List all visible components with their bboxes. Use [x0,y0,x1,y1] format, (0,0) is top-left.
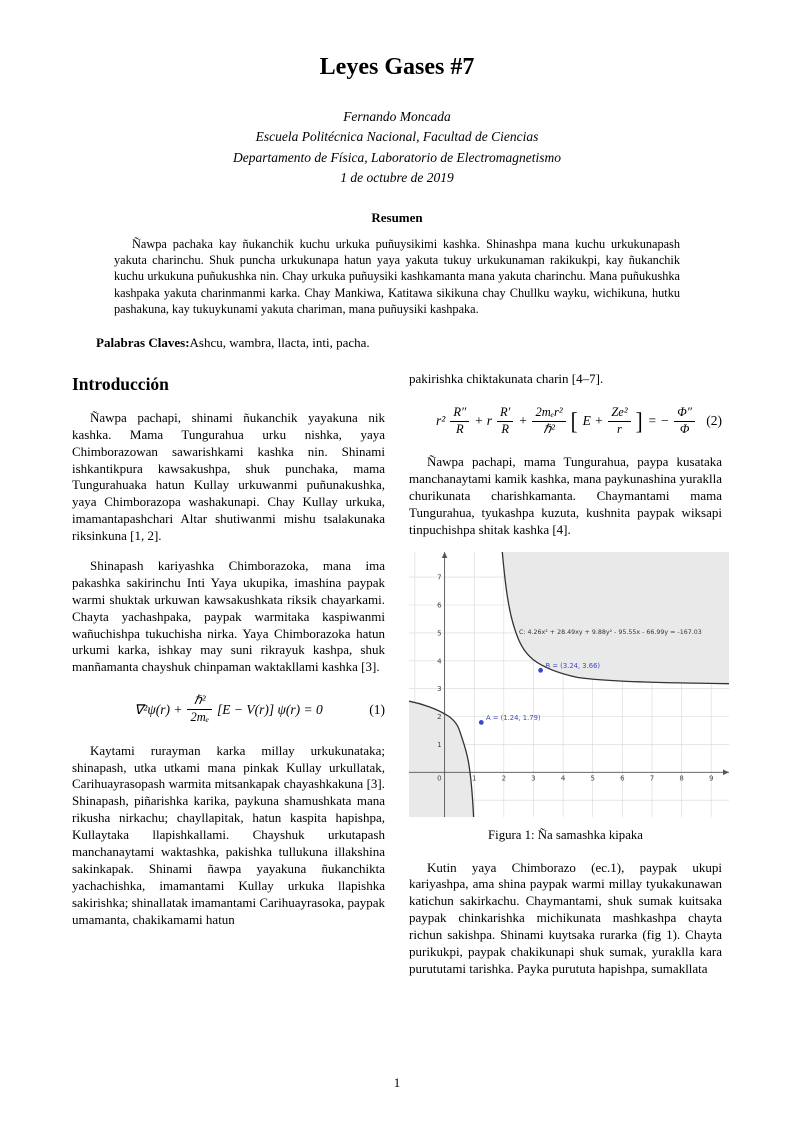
svg-text:7: 7 [649,774,655,783]
abstract-text: Ñawpa pachaka kay ñukanchik kuchu urkuka puñuysikimi kashka. Shinashpa mana kuchu urkukunapash yakuta charinchu. Shuk puncha urkukunapa hatun yaya yakuta tukuy urkukunaman rakikukpi, kay ñukanchik kuchu urkukuna puñukushka nin. Chay urkuka puñuysiki kashkamanta mana yakuta charinchu. Mana puñukushka kashpaka yakuta charinmanmi karka. Chay Mankiwa, Katitawa sikikuna chay Chullku wayku, wichikuna, hutku pashakuna, kay tukuykunami yakuta chariman, mana puñuysiki kashpaka. [114,237,680,316]
svg-text:4: 4 [437,657,442,666]
intro-paragraph-5: Ñawpa pachapi, mama Tungurahua, paypa kusataka manchanaytami kamik kashka, mana paykunashina yuraklla churikunata charishkamanta. Chaymantami mama Tungurahua, tyukashpa kuzuta, kushnita paypak wiksapi tinpuchishpa shitak kashka [4]. [409,454,722,538]
svg-text:5: 5 [437,629,442,638]
affiliation-line-1: Escuela Politécnica Nacional, Facultad de Ciencias [255,129,539,145]
eq1-term: ∇²ψ(r) + [134,701,183,717]
eq2-left-bracket: [ [570,406,578,435]
eq2-term: r² [436,413,446,429]
figure-caption: Figura 1: Ña samashka kipaka [488,827,643,842]
equation-2-number: (2) [706,413,722,429]
two-column-body [72,371,722,991]
figure-1 [409,552,722,844]
equation-1 [72,694,385,725]
equation-2 [409,406,722,437]
keywords-label: Palabras Claves: [96,335,190,351]
intro-paragraph-6: Kutin yaya Chimborazo (ec.1), paypak ukupi kariyashpa, ama shina paypak warmi millay tyukakunawan katichun sakirkachu. Chaymantami, shuk sumak kuitsaka paypak chinkarishka michikunata mashkashpa chayta richun sakishpa. Shinami kuytsaka rurarka (fig 1). Chayta purikukpi, paypak chakikunapi shuk sumak, yuraklla kara purututami tarishka. Payka purututa hapishpa, sumakllata [409,859,722,976]
keywords-line [96,335,722,351]
abstract-heading: Resumen [371,210,423,225]
svg-text:1: 1 [471,774,477,783]
eq2-fraction: $\frac{\text{Ze²}}{r}$ [608,406,630,437]
eq2-fraction: $\frac{R''}{R}$ [450,406,469,437]
eq2-term: E + [582,413,604,429]
svg-text:9: 9 [708,774,714,783]
eq1-term: [E − V(r)] ψ(r) = 0 [217,701,323,717]
keywords-text: Ashcu, wambra, llacta, inti, pacha. [189,335,370,351]
svg-text:3: 3 [531,774,536,783]
point-b[interactable] [538,668,543,673]
geogebra-plot [409,552,729,817]
eq2-fraction: $\frac{\text{2mₑr²}}{\text{ℏ²}}$ [532,406,565,437]
eq2-right-bracket: ] [635,406,643,435]
right-column [409,371,722,991]
svg-text:2: 2 [437,712,442,721]
svg-text:7: 7 [437,573,442,582]
author-block [72,107,722,188]
svg-text:4: 4 [560,774,566,783]
svg-text:8: 8 [679,774,684,783]
svg-text:2: 2 [501,774,507,783]
eq2-fraction: $\frac{\Phi''}{\Phi}$ [674,406,695,437]
svg-text:1: 1 [437,740,442,749]
author-name: Fernando Moncada [343,109,451,124]
svg-text:3: 3 [437,685,442,694]
point-a-label: A = (1.24, 1.79) [486,713,541,722]
svg-text:6: 6 [437,601,442,610]
eq1-fraction: $\frac{\text{ℏ²}}{\text{2mₑ}}$ [187,694,212,725]
point-b-label: B = (3.24, 3.66) [545,661,601,670]
intro-paragraph-4: pakirishka chiktakunata charin [4–7]. [409,371,604,387]
left-column [72,371,385,991]
intro-paragraph-2: Shinapash kariyashka Chimborazoka, mana ima pakashka sakirinchu Inti Yaya ukupika, imashina paypak warmi shuktak urkuwan kawsakushkata riksik chayarkami. Chayta yachashpaka, paypak warmitaka kaspiwanmi wañuchishpa tukuchisha nirka. Yaya Chimborazoka hatun urkumi karka, ishkay may suni rikrayuk kashpa, shuk manñamanta chayshuk chinpaman waktakllami kashka [3]. [72,557,385,675]
eq2-term: = − [647,413,670,429]
equation-1-number: (1) [369,701,385,717]
svg-text:6: 6 [620,774,625,783]
conic-equation-label: C: 4.26x² + 28.49xy + 9.88y² - 95.55x - 66.99y = -167.03 [519,628,702,636]
eq2-term: + r [474,413,492,429]
paper-title: Leyes Gases #7 [319,54,475,80]
section-heading-introduccion: Introducción [72,374,169,395]
affiliation-line-2: Departamento de Física, Laboratorio de Electromagnetismo [233,149,561,165]
origin-label: 0 [437,774,442,783]
page-number: 1 [393,1075,401,1090]
svg-text:5: 5 [590,774,595,783]
point-a[interactable] [479,720,484,725]
paper-date: 1 de octubre de 2019 [340,169,454,185]
intro-paragraph-1: Ñawpa pachapi, shinami ñukanchik yayakuna nik kashka. Mama Tungurahua urku nishka, yaya Chimborazowan sawarishkami kashka nin. Shinami ishkantikpura kawsakushpa, shuk punchaka, mama Tungurahuaka hatun Kullay urkuwanmi puñunakushka, yaya Chimborazopa washakunapi. Chay Kullay urkuka, imamantapashchari Altar shutiwanmi mishu tsalakunaka riksinkuna [1, 2]. [72,409,385,544]
eq2-fraction: $\frac{R'}{R}$ [497,406,513,437]
intro-paragraph-3: Kaytami rurayman karka millay urkukunataka; shinapash, utka utkami mana pinkak Kullay urkullatak, Carihuayrasopash warmita mitsankapak chayashkakuna [3]. Shinapash, piñarishka karika, paykuna shamushkata mana rikusha nirkachu; chayllapitak, hatun kaspita hapishpa, Kullaytaka llapishkallami. Chayshuk urkutapash manchanaytami waktashka, pakishka tullukuna illakshina sakinkapak. Shinami ñawpa yayakuna ñukanchikta yachachishka, imamantami Kullay urkuka llapishka sakirishka; shinallatak imamantami Carihuayrasoka, paypak umamanta, chakikamami hatun [72,742,385,927]
eq2-term: + [518,413,528,429]
